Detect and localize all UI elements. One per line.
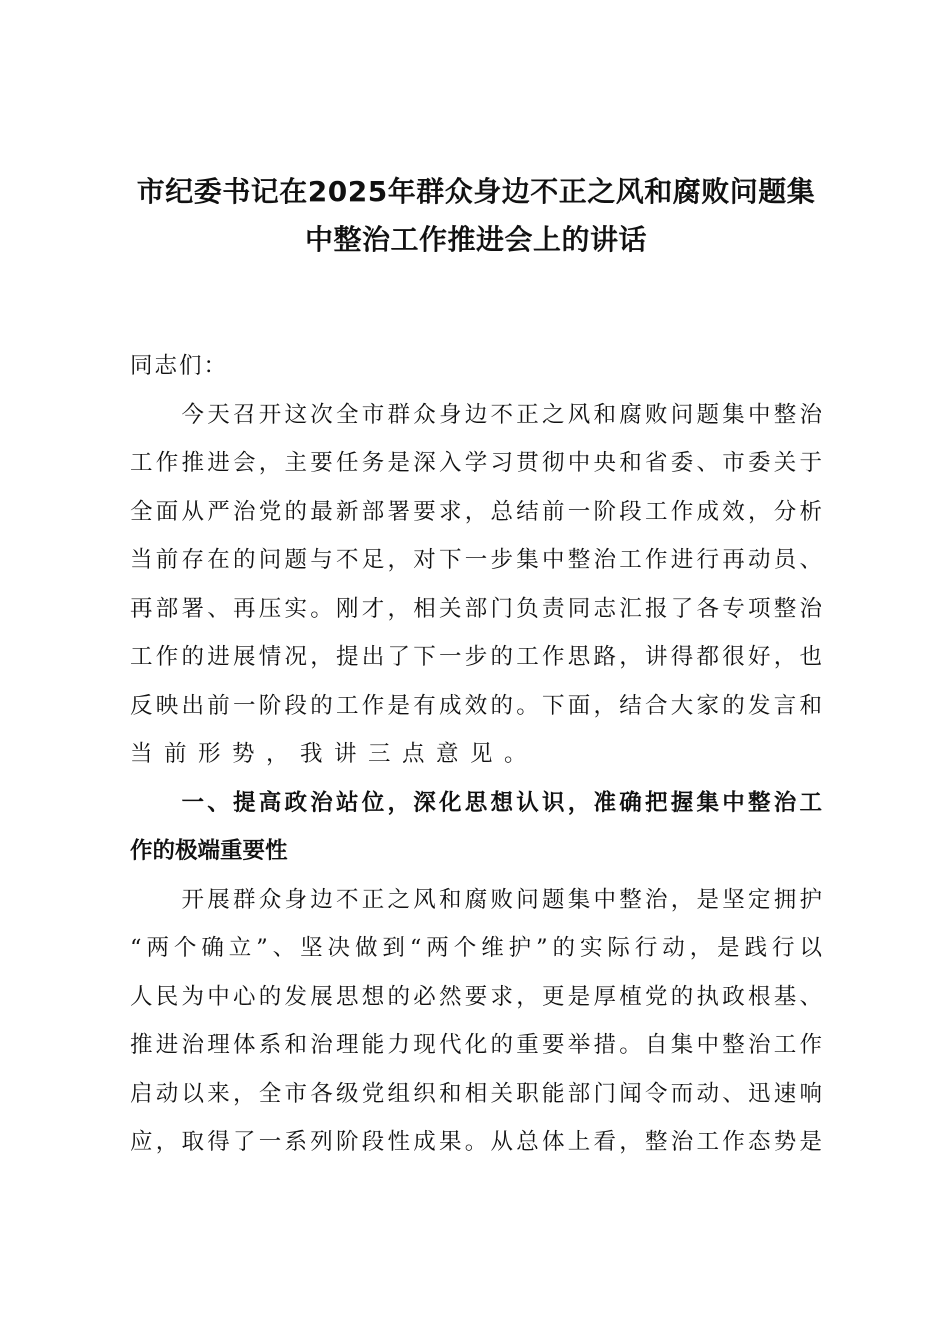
salutation: 同志们： (130, 353, 229, 379)
paragraph-line: 工作推进会，主要任务是深入学习贯彻中央和省委、市委关于 (130, 450, 822, 476)
paragraph-line: 今天召开这次全市群众身边不正之风和腐败问题集中整治 (130, 401, 822, 428)
paragraph-line: 推进治理体系和治理能力现代化的重要举措。自集中整治工作 (130, 1032, 822, 1058)
paragraph-intro (130, 391, 822, 779)
paragraph-line: 应，取得了一系列阶段性成果。从总体上看，整治工作态势是 (130, 1129, 822, 1155)
paragraph-line: 启动以来，全市各级党组织和相关职能部门闻令而动、迅速响 (130, 1080, 822, 1107)
paragraph-line: 工作的进展情况，提出了下一步的工作思路，讲得都很好，也 (130, 644, 822, 670)
document-body (130, 342, 822, 1167)
paragraph-line: “两个确立”、坚决做到“两个维护”的实际行动，是践行以 (130, 935, 822, 961)
paragraph-line: 当前存在的问题与不足，对下一步集中整治工作进行再动员、 (130, 547, 822, 573)
paragraph-line: 当前形势，我讲三点意见。 (130, 741, 539, 767)
paragraph-section-1 (130, 876, 822, 1167)
section-heading-1 (130, 779, 822, 876)
paragraph-line: 反映出前一阶段的工作是有成效的。下面，结合大家的发言和 (130, 692, 822, 719)
paragraph-line: 人民为中心的发展思想的必然要求，更是厚植党的执政根基、 (130, 983, 822, 1010)
document-title (120, 168, 832, 264)
paragraph-line: 开展群众身边不正之风和腐败问题集中整治，是坚定拥护 (130, 886, 822, 913)
title-line-1: 市纪委书记在2025年群众身边不正之风和腐败问题集 (136, 175, 816, 208)
title-line-2: 中整治工作推进会上的讲话 (304, 223, 647, 256)
heading-line: 作的极端重要性 (130, 838, 288, 864)
paragraph-line: 全面从严治党的最新部署要求，总结前一阶段工作成效，分析 (130, 498, 822, 525)
heading-line: 一、提高政治站位，深化思想认识，准确把握集中整治工 (130, 789, 822, 816)
paragraph-line: 再部署、再压实。刚才，相关部门负责同志汇报了各专项整治 (130, 595, 822, 622)
